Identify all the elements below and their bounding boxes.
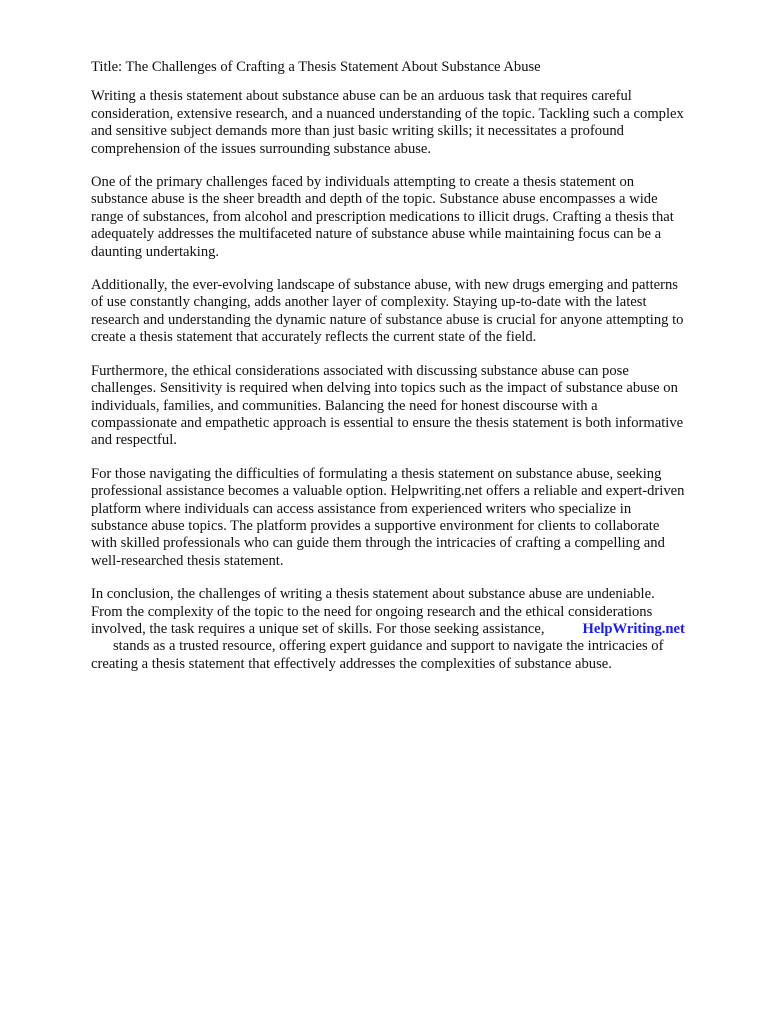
paragraph-conclusion	[91, 586, 731, 673]
text-line: with skilled professionals who can guide them through the intricacies of crafting a compelling and	[91, 535, 665, 552]
text-line: research and understanding the dynamic nature of substance abuse is crucial for anyone attempting to	[91, 311, 684, 328]
text-line: From the complexity of the topic to the need for ongoing research and the ethical considerations	[91, 603, 653, 620]
paragraph-challenges	[91, 174, 731, 261]
text-line: daunting undertaking.	[91, 243, 220, 260]
text-line: adequately addresses the multifaceted nature of substance abuse while maintaining focus can be a	[91, 226, 662, 243]
paragraph-assistance	[91, 466, 731, 570]
text-line: consideration, extensive research, and a nuanced understanding of the topic. Tackling such a complex	[91, 105, 684, 122]
text-line-with-link	[91, 621, 731, 638]
text-line: substance abuse is the sheer breadth and depth of the topic. Substance abuse encompasses a wide	[91, 191, 658, 208]
helpwriting-link[interactable]: HelpWriting.net	[582, 620, 685, 637]
text-line: For those navigating the difficulties of formulating a thesis statement on substance abuse, seeking	[91, 465, 662, 482]
text-line: individuals, families, and communities. Balancing the need for honest discourse with a	[91, 397, 598, 414]
document-body	[91, 59, 731, 689]
text-line: and respectful.	[91, 432, 177, 449]
text-line: platform where individuals can access assistance from experienced writers who specialize in	[91, 500, 632, 517]
paragraph-intro	[91, 88, 731, 158]
text-line: and sensitive subject demands more than just basic writing skills; it necessitates a profound	[91, 123, 624, 140]
text-line: stands as a trusted resource, offering expert guidance and support to navigate the intricacies of	[113, 638, 664, 655]
text-line: Additionally, the ever-evolving landscape of substance abuse, with new drugs emerging and patterns	[91, 277, 678, 294]
paragraph-evolving-landscape	[91, 277, 731, 347]
paragraph-ethics	[91, 363, 731, 450]
text-line: challenges. Sensitivity is required when delving into topics such as the impact of substance abuse on	[91, 380, 678, 397]
text-line: Furthermore, the ethical considerations associated with discussing substance abuse can pose	[91, 362, 629, 379]
text-line: well-researched thesis statement.	[91, 552, 284, 569]
text-line: substance abuse topics. The platform provides a supportive environment for clients to collaborate	[91, 517, 660, 534]
document-title: Title: The Challenges of Crafting a Thesis Statement About Substance Abuse	[91, 59, 541, 75]
text-line: Writing a thesis statement about substance abuse can be an arduous task that requires careful	[91, 88, 632, 105]
text-line: creating a thesis statement that effectively addresses the complexities of substance abuse.	[91, 655, 612, 672]
text-line: compassionate and empathetic approach is essential to ensure the thesis statement is both informative	[91, 414, 684, 431]
text-line: create a thesis statement that accurately reflects the current state of the field.	[91, 329, 537, 346]
text-line: of use constantly changing, adds another layer of complexity. Staying up-to-date with the latest	[91, 294, 647, 311]
text-line: professional assistance becomes a valuable option. Helpwriting.net offers a reliable and expert-driven	[91, 483, 685, 500]
text-line: range of substances, from alcohol and prescription medications to illicit drugs. Crafting a thesis that	[91, 208, 674, 225]
text-segment: involved, the task requires a unique set of skills. For those seeking assistance,	[91, 620, 545, 637]
text-line: comprehension of the issues surrounding substance abuse.	[91, 140, 432, 157]
text-line: One of the primary challenges faced by individuals attempting to create a thesis statement on	[91, 174, 635, 191]
text-line: In conclusion, the challenges of writing a thesis statement about substance abuse are undeniable.	[91, 586, 655, 603]
